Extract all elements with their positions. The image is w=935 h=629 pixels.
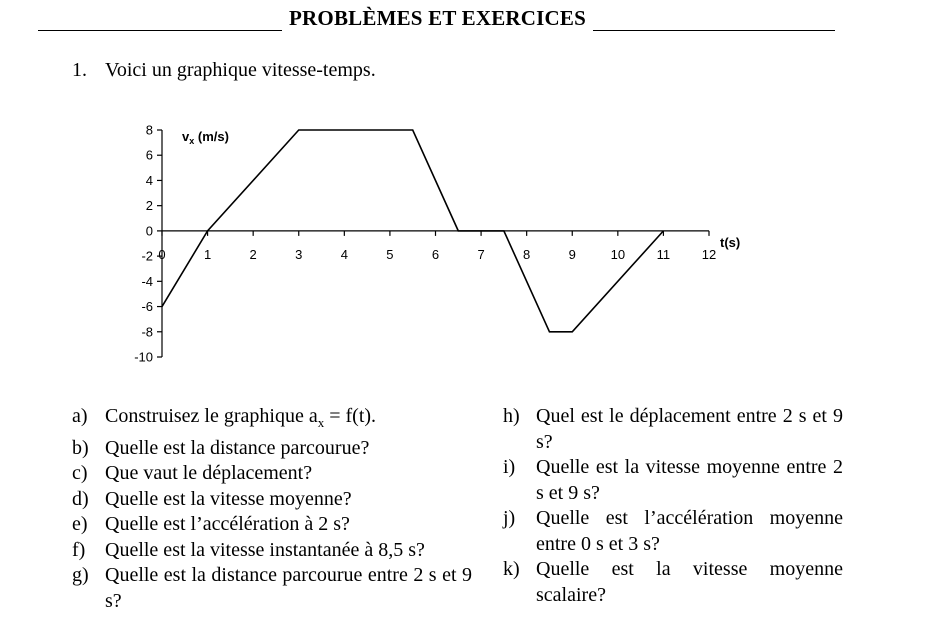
question-letter: d) [72,487,89,510]
question-letter: b) [72,436,89,459]
question-letter: k) [503,558,520,580]
y-tick-label: 4 [145,172,153,188]
problem-number: 1. [72,59,87,81]
question-item [72,487,472,513]
question-item [72,563,472,614]
question-text: Quelle est la vitesse moyenne entre 2 s et 9 s? [536,456,843,504]
questions-right-column [503,404,843,608]
y-tick-label: -8 [141,324,153,340]
question-item [72,404,472,436]
question-text: Quelle est la vitesse moyenne scalaire? [536,558,843,606]
y-axis-label-unit: (m/s) [194,129,229,144]
question-item [503,506,843,557]
problem-text: Voici un graphique vitesse-temps. [105,59,376,81]
questions-left-column [72,404,472,614]
x-tick-label: 6 [431,246,440,262]
y-axis-label-sub: x [189,136,195,146]
x-tick-label: 10 [610,246,626,262]
y-tick-label: -6 [141,299,153,315]
question-text: Que vaut le déplacement? [105,462,313,484]
question-letter: h) [503,405,520,427]
question-letter: i) [503,456,516,478]
question-item [503,455,843,506]
question-text: Construisez le graphique $a_x = f(t)$. [105,405,377,430]
x-tick-label: 7 [477,246,485,262]
question-text: Quel est le déplacement entre 2 s et 9 s? [536,405,843,453]
y-tick-label: 6 [145,147,153,163]
x-tick-label: 3 [295,246,303,262]
question-item [72,538,472,564]
x-tick-label: 8 [523,246,531,262]
y-axis-label-main: v [182,129,190,144]
x-tick-label: 1 [203,246,212,262]
question-letter: g) [72,564,89,586]
chart-axes [162,130,709,357]
x-tick-label: 2 [249,246,257,262]
y-tick-label: 2 [145,198,153,214]
question-letter: f) [72,538,86,561]
x-tick-label: 11 [656,246,671,262]
x-tick-label: 9 [568,246,576,262]
question-letter: e) [72,513,88,535]
question-letter: j) [503,507,516,529]
question-text: Quelle est la distance parcourue entre 2 s et 9 s? [105,564,472,612]
question-text: Quelle est la vitesse moyenne? [105,487,352,510]
x-axis-label: t(s) [720,234,741,250]
y-tick-label: 0 [145,223,153,239]
question-item [503,557,843,608]
question-text: Quelle est l’accélération moyenne entre 0 s et 3 s? [536,507,843,555]
subscript: x [317,415,325,430]
x-tick-label: 0 [158,246,166,262]
x-tick-label: 12 [701,246,717,262]
y-tick-label: 8 [145,122,153,138]
section-title: PROBLÈMES ET EXERCICES [289,6,586,30]
question-item [72,436,472,462]
question-text: Quelle est la distance parcourue? [105,436,370,459]
question-item [72,512,472,538]
question-item [72,461,472,487]
question-letter: a) [72,405,88,427]
question-letter: c) [72,462,88,484]
y-axis-label [182,129,229,146]
y-tick-label: -10 [134,349,153,365]
chart-ticks [157,130,709,357]
x-tick-label: 4 [340,246,348,262]
question-item [503,404,843,455]
y-tick-label: -4 [141,273,153,289]
question-text: Quelle est l’accélération à 2 s? [105,513,350,535]
y-tick-label: -2 [141,248,153,264]
x-tick-label: 5 [386,246,394,262]
question-text: Quelle est la vitesse instantanée à 8,5 s? [105,538,425,561]
